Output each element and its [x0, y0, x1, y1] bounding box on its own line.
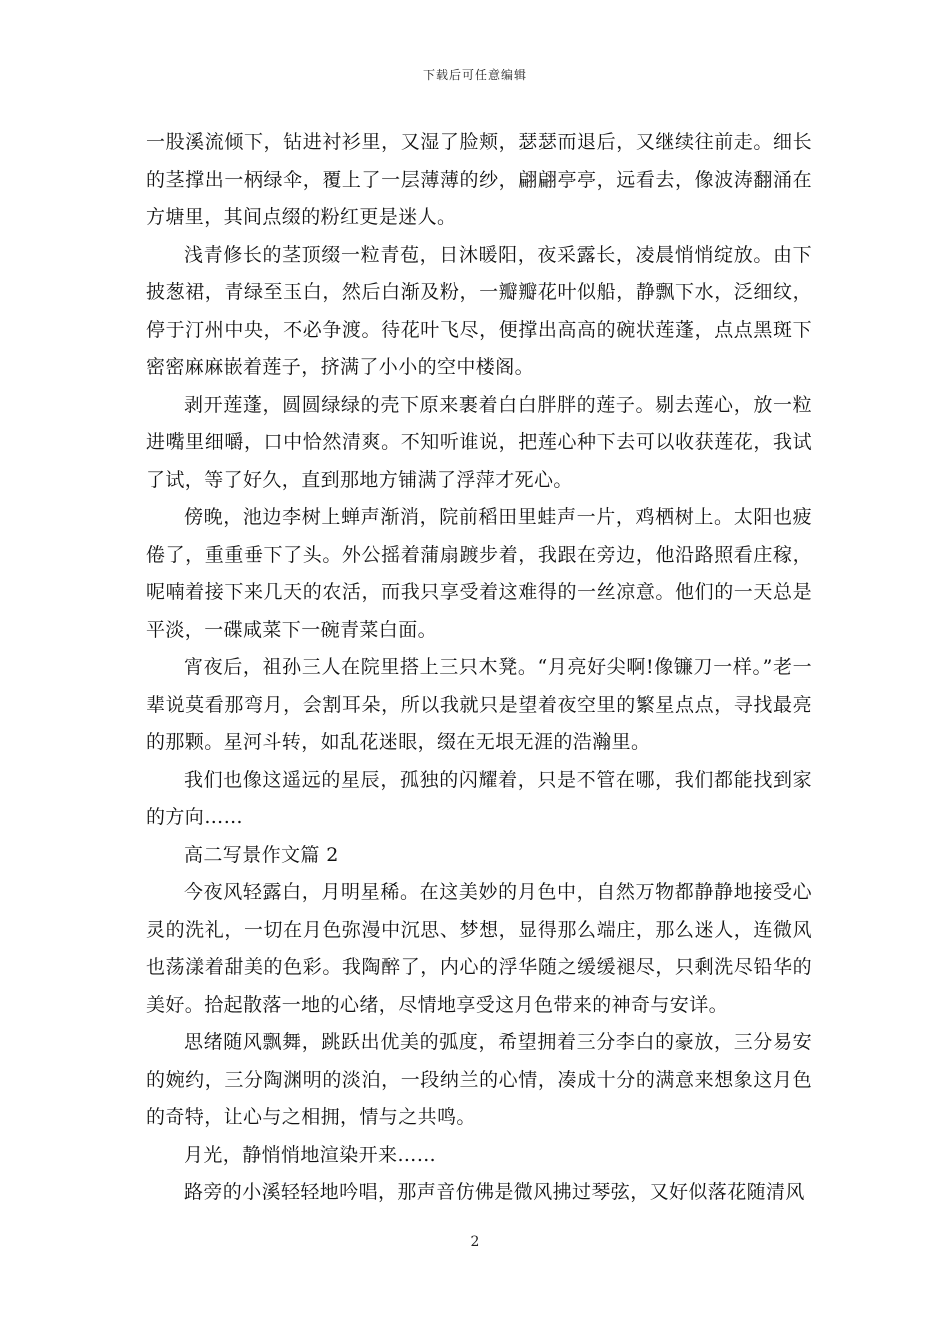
paragraph-continued: 一股溪流倾下，钻进衬衫里，又湿了脸颊，瑟瑟而退后，又继续往前走。细长的茎撑出一柄绿伞，覆上了一层薄薄的纱，翩翩亭亭，远看去，像波涛翻涌在方塘里，其间点缀的粉红更是迷人。 [146, 131, 812, 228]
paragraph: 傍晚，池边李树上蝉声渐消，院前稻田里蛙声一片，鸡栖树上。太阳也疲倦了，重重垂下了头。外公摇着蒲扇踱步着，我跟在旁边，他沿路照看庄稼，呢喃着接下来几天的农活，而我只享受着这难得的一丝凉意。他们的一天总是平淡，一碟咸菜下一碗青菜白面。 [146, 506, 812, 641]
paragraph: 剥开莲蓬，圆圆绿绿的壳下原来裹着白白胖胖的莲子。剔去莲心，放一粒进嘴里细嚼，口中恰然清爽。不知听谁说，把莲心种下去可以收获莲花，我试了试，等了好久，直到那地方铺满了浮萍才死心。 [146, 393, 812, 491]
page-number: 2 [470, 1234, 480, 1250]
page-header: 下载后可任意编辑 [422, 68, 527, 82]
paragraph: 今夜风轻露白，月明星稀。在这美妙的月色中，自然万物都静静地接受心灵的洗礼，一切在月色弥漫中沉思、梦想，显得那么端庄，那么迷人，连微风也荡漾着甜美的色彩。我陶醉了，内心的浮华随之缓缓褪尽，只剩洗尽铅华的美好。拾起散落一地的心绪，尽情地享受这月色带来的神奇与安详。 [146, 881, 812, 1016]
paragraph: 我们也像这遥远的星辰，孤独的闪耀着，只是不管在哪，我们都能找到家的方向…… [146, 768, 812, 828]
document-body [146, 124, 812, 1212]
section-heading: 高二写景作文篇 2 [184, 843, 339, 866]
paragraph: 宵夜后，祖孙三人在院里搭上三只木凳。“月亮好尖啊!像镰刀一样。”老一辈说莫看那弯月，会割耳朵，所以我就只是望着夜空里的繁星点点，寻找最亮的那颗。星河斗转，如乱花迷眼，缀在无垠无涯的浩瀚里。 [146, 656, 812, 753]
paragraph: 月光，静悄悄地渲染开来…… [184, 1143, 437, 1166]
paragraph: 浅青修长的茎顶缀一粒青苞，日沐暖阳，夜采露长，凌晨悄悄绽放。由下披葱裙，青绿至玉白，然后白渐及粉，一瓣瓣花叶似船，静飘下水，泛细纹，停于汀州中央，不必争渡。待花叶飞尽，便撑出高高的碗状莲蓬，点点黑斑下密密麻麻嵌着莲子，挤满了小小的空中楼阁。 [146, 243, 812, 378]
paragraph: 路旁的小溪轻轻地吟唱，那声音仿佛是微风拂过琴弦，又好似落花随清风 [184, 1181, 805, 1203]
paragraph: 思绪随风飘舞，跳跃出优美的弧度，希望拥着三分李白的豪放，三分易安的婉约，三分陶渊明的淡泊，一段纳兰的心情，凑成十分的满意来想象这月色的奇特，让心与之相拥，情与之共鸣。 [146, 1031, 812, 1128]
